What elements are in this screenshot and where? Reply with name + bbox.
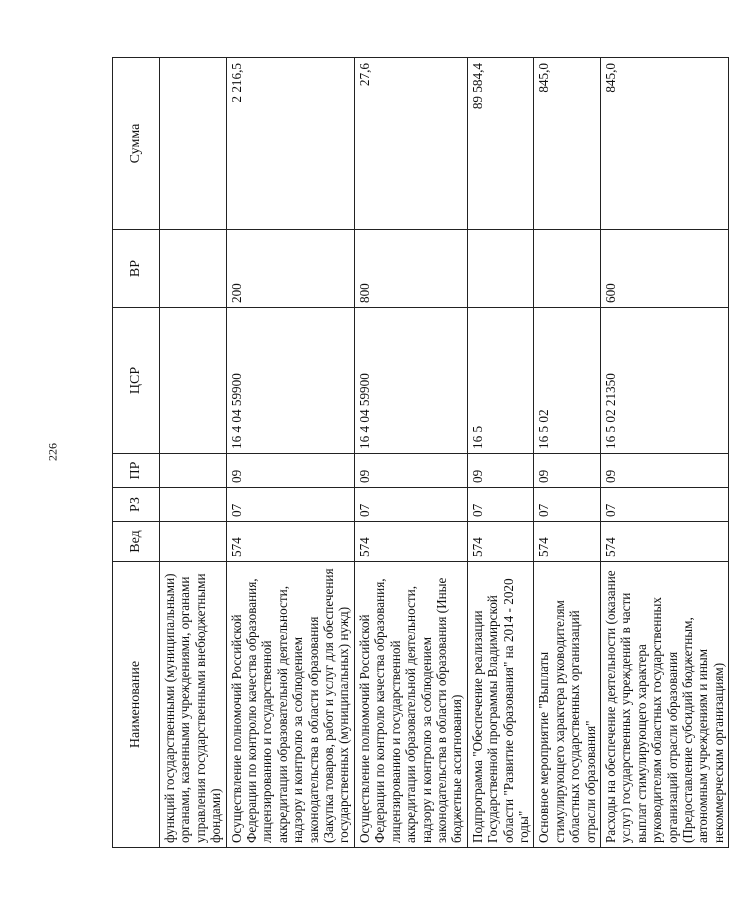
cell-ved: 574 <box>534 522 601 562</box>
cell-vr <box>160 230 227 308</box>
cell-vr <box>467 230 534 308</box>
cell-pr: 09 <box>534 454 601 488</box>
cell-vr: 200 <box>226 230 354 308</box>
cell-pr: 09 <box>354 454 467 488</box>
cell-ved: 574 <box>354 522 467 562</box>
cell-vr: 800 <box>354 230 467 308</box>
cell-name: Основное мероприятие "Выплаты стимулирующего характера руководителям областных государственных организаций отрасли образования" <box>534 562 601 848</box>
cell-csr: 16 4 04 59900 <box>226 308 354 454</box>
rotated-page-content <box>112 58 726 848</box>
cell-vr: 600 <box>600 230 728 308</box>
cell-pr: 09 <box>467 454 534 488</box>
cell-csr: 16 5 02 <box>534 308 601 454</box>
cell-rz: 07 <box>354 488 467 522</box>
cell-csr <box>160 308 227 454</box>
cell-pr <box>160 454 227 488</box>
cell-rz: 07 <box>600 488 728 522</box>
cell-rz: 07 <box>467 488 534 522</box>
cell-sum: 2 216,5 <box>226 58 354 230</box>
cell-name: Расходы на обеспечение деятельности (оказание услуг) государственных учреждений в части выплат стимулирующего характера руководителям областных государственных организаций отрасли образования (Предоставление субсидий бюджетным, автономным учреждениям и иным некоммерческим организациям) <box>600 562 728 848</box>
cell-ved: 574 <box>467 522 534 562</box>
cell-name: Осуществление полномочий Российской Федерации по контролю качества образования, лицензированию и государственной аккредитации образовательной деятельности, надзору и контролю за соблюдением законодательства в области образования (Закупка товаров, работ и услуг для обеспечения государственных (муниципальных) нужд) <box>226 562 354 848</box>
cell-name: Подпрограмма "Обеспечение реализации Государственной программы Владимирской области "Развитие образования" на 2014 - 2020 годы" <box>467 562 534 848</box>
cell-sum: 845,0 <box>534 58 601 230</box>
table-header-row <box>113 58 160 848</box>
cell-csr: 16 5 <box>467 308 534 454</box>
table-row <box>467 58 534 848</box>
cell-ved <box>160 522 227 562</box>
cell-ved: 574 <box>226 522 354 562</box>
budget-table <box>112 57 729 848</box>
cell-name: функций государственными (муниципальными) органами, казенными учреждениями, органами управления государственными внебюджетными фондами) <box>160 562 227 848</box>
header-pr: ПР <box>113 454 160 488</box>
header-sum: Сумма <box>113 58 160 230</box>
table-row <box>600 58 728 848</box>
cell-sum: 27,6 <box>354 58 467 230</box>
cell-sum: 845,0 <box>600 58 728 230</box>
header-csr: ЦСР <box>113 308 160 454</box>
cell-sum <box>160 58 227 230</box>
cell-pr: 09 <box>600 454 728 488</box>
header-name: Наименование <box>113 562 160 848</box>
table-row <box>226 58 354 848</box>
table-row <box>534 58 601 848</box>
cell-rz <box>160 488 227 522</box>
page-number: 226 <box>45 443 60 461</box>
table-row <box>354 58 467 848</box>
cell-rz: 07 <box>226 488 354 522</box>
header-ved: Вед <box>113 522 160 562</box>
header-vr: ВР <box>113 230 160 308</box>
table-row <box>160 58 227 848</box>
cell-csr: 16 4 04 59900 <box>354 308 467 454</box>
cell-name: Осуществление полномочий Российской Федерации по контролю качества образования, лицензированию и государственной аккредитации образовательной деятельности, надзору и контролю за соблюдением законодательства в области образования (Иные бюджетные ассигнования) <box>354 562 467 848</box>
cell-pr: 09 <box>226 454 354 488</box>
cell-ved: 574 <box>600 522 728 562</box>
cell-sum: 89 584,4 <box>467 58 534 230</box>
cell-rz: 07 <box>534 488 601 522</box>
cell-csr: 16 5 02 21350 <box>600 308 728 454</box>
cell-vr <box>534 230 601 308</box>
header-rz: РЗ <box>113 488 160 522</box>
